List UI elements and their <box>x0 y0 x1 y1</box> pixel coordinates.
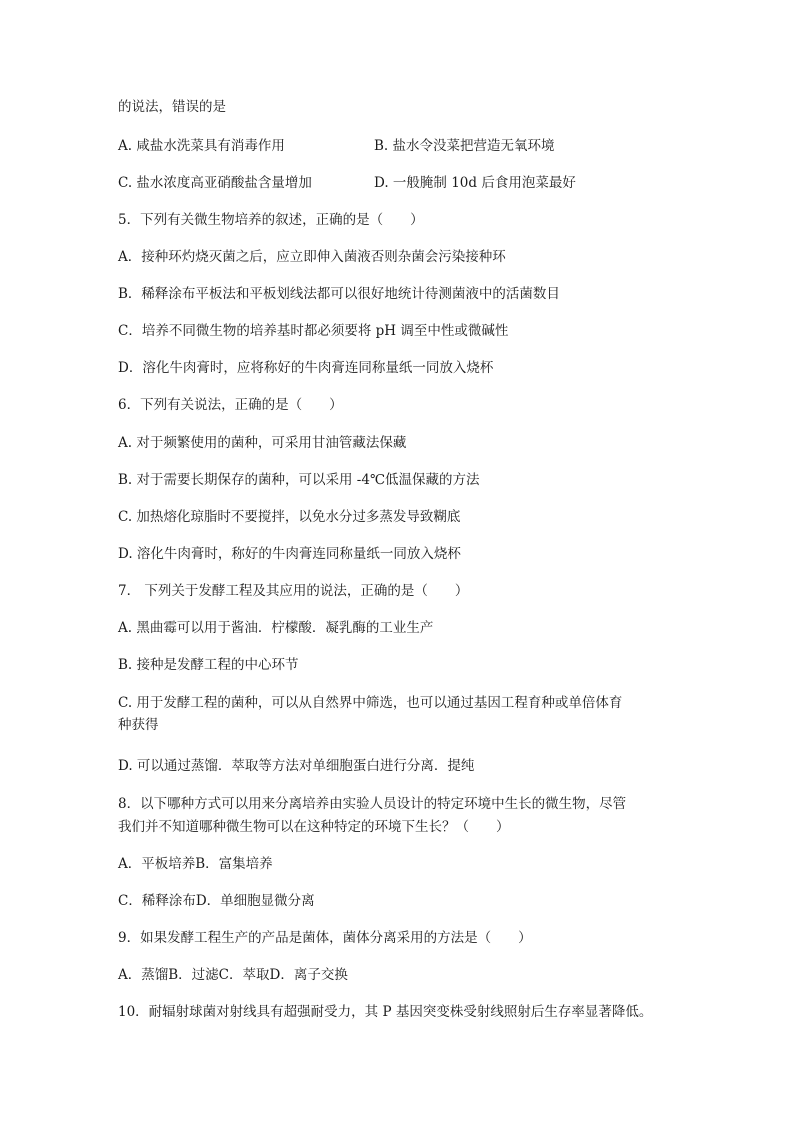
q9-options: A．蒸馏B．过滤C．萃取D．离子交换 <box>118 967 348 983</box>
q7-stem: 7． 下列关于发酵工程及其应用的说法，正确的是（ ） <box>118 583 469 599</box>
q5-option-d: D．溶化牛肉膏时，应将称好的牛肉膏连同称量纸一同放入烧杯 <box>118 360 494 376</box>
q7-option-a: A. 黑曲霉可以用于酱油．柠檬酸．凝乳酶的工业生产 <box>118 620 434 636</box>
q8-stem-line1: 8．以下哪种方式可以用来分离培养由实验人员设计的特定环境中生长的微生物，尽管 <box>118 796 627 812</box>
q7-option-c-line1: C. 用于发酵工程的菌种，可以从自然界中筛选，也可以通过基因工程育种或单倍体育 <box>118 695 623 711</box>
q4-option-c: C. 盐水浓度高亚硝酸盐含量增加 <box>118 175 312 191</box>
q8-stem-line2: 我们并不知道哪种微生物可以在这种特定的环境下生长？（ ） <box>118 819 510 835</box>
q8-options-ab: A．平板培养B．富集培养 <box>118 856 273 872</box>
q5-stem: 5．下列有关微生物培养的叙述，正确的是（ ） <box>118 212 424 228</box>
q4-stem-continuation: 的说法，错误的是 <box>118 99 226 115</box>
q4-option-a: A. 咸盐水洗菜具有消毒作用 <box>118 138 285 154</box>
q5-option-b: B．稀释涂布平板法和平板划线法都可以很好地统计待测菌液中的活菌数目 <box>118 286 560 302</box>
q6-option-c: C. 加热熔化琼脂时不要搅拌，以免水分过多蒸发导致糊底 <box>118 509 461 525</box>
q6-option-b: B. 对于需要长期保存的菌种，可以采用 -4℃低温保藏的方法 <box>118 472 480 488</box>
q10-stem: 10．耐辐射球菌对射线具有超强耐受力，其 P 基因突变株受射线照射后生存率显著降低。 <box>118 1004 653 1020</box>
q4-option-b: B. 盐水令没菜把营造无氧环境 <box>374 138 555 154</box>
q5-option-c: C．培养不同微生物的培养基时都必须要将 pH 调至中性或微碱性 <box>118 323 509 339</box>
q6-option-d: D. 溶化牛肉膏时，称好的牛肉膏连同称量纸一同放入烧杯 <box>118 546 461 562</box>
q4-option-d: D. 一般腌制 10d 后食用泡菜最好 <box>374 175 576 191</box>
q7-option-d: D. 可以通过蒸馏．萃取等方法对单细胞蛋白进行分离．提纯 <box>118 758 475 774</box>
q6-option-a: A. 对于频繁使用的菌种，可采用甘油管藏法保藏 <box>118 435 407 451</box>
q9-stem: 9．如果发酵工程生产的产品是菌体，菌体分离采用的方法是（ ） <box>118 930 532 946</box>
q8-options-cd: C．稀释涂布D．单细胞显微分离 <box>118 893 315 909</box>
q6-stem: 6．下列有关说法，正确的是（ ） <box>118 397 343 413</box>
q7-option-b: B. 接种是发酵工程的中心环节 <box>118 657 299 673</box>
q7-option-c-line2: 种获得 <box>118 717 159 733</box>
q5-option-a: A．接种环灼烧灭菌之后，应立即伸入菌液否则杂菌会污染接种环 <box>118 249 506 265</box>
